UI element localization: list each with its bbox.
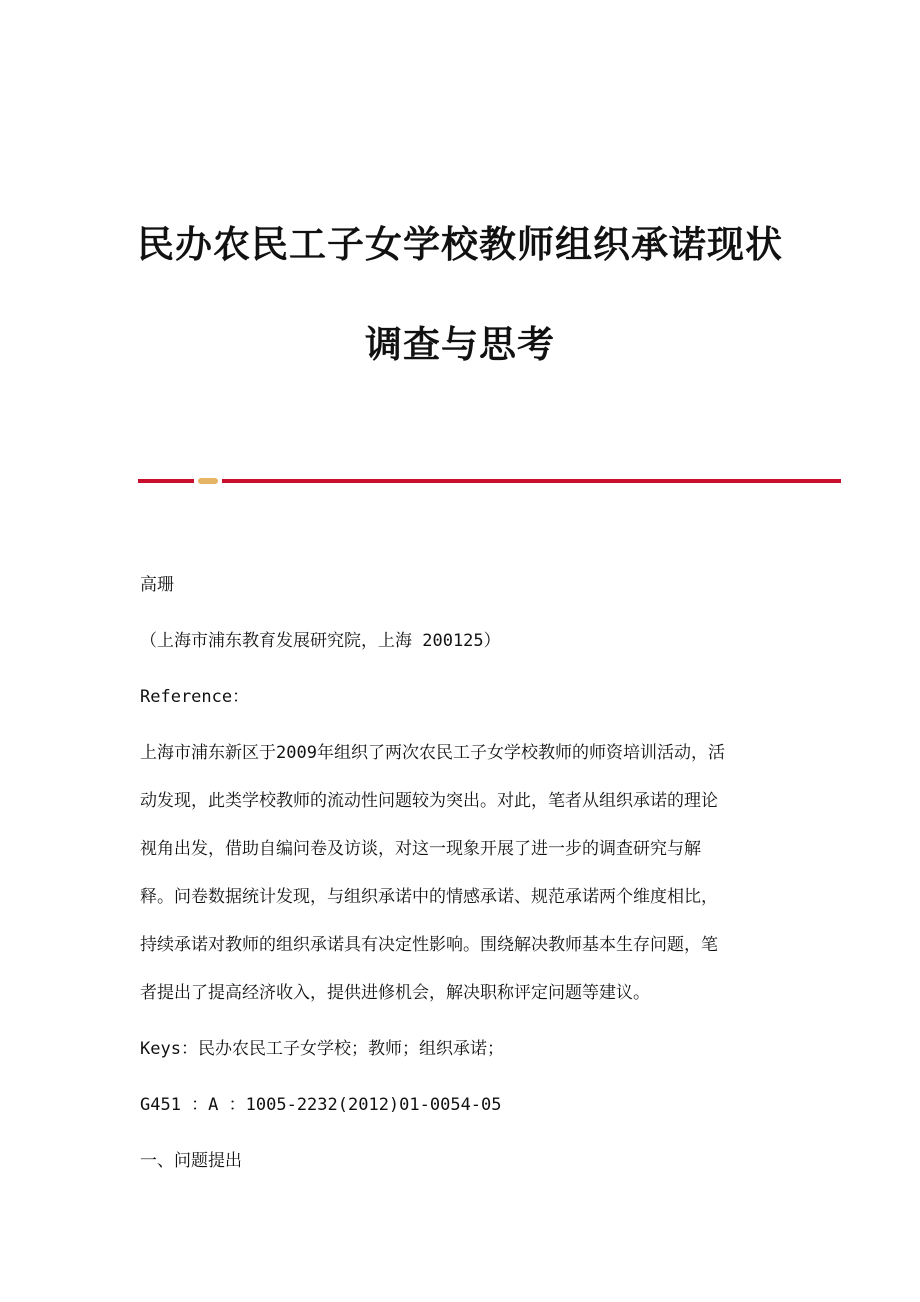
abstract-line: 上海市浦东新区于2009年组织了两次农民工子女学校教师的师资培训活动，活 xyxy=(140,743,725,763)
abstract-line: 持续承诺对教师的组织承诺具有决定性影响。围绕解决教师基本生存问题，笔 xyxy=(140,935,718,955)
author-name: 高珊 xyxy=(140,575,174,595)
abstract-line: 者提出了提高经济收入，提供进修机会，解决职称评定问题等建议。 xyxy=(140,983,650,1003)
divider-bar-right xyxy=(222,479,841,483)
abstract-line: 释。问卷数据统计发现，与组织承诺中的情感承诺、规范承诺两个维度相比， xyxy=(140,887,718,907)
title-line-1: 民办农民工子女学校教师组织承诺现状 xyxy=(137,223,783,266)
abstract-line: 视角出发，借助自编问卷及访谈，对这一现象开展了进一步的调查研究与解 xyxy=(140,839,701,859)
keywords: Keys：民办农民工子女学校；教师；组织承诺； xyxy=(140,1039,504,1059)
divider-bar-left xyxy=(138,479,194,483)
reference-heading: Reference： xyxy=(140,687,250,707)
section-heading: 一、问题提出 xyxy=(140,1151,242,1171)
divider-ornament-icon xyxy=(198,478,218,484)
classification-code: G451 ：A ：1005-2232(2012)01-0054-05 xyxy=(140,1095,502,1115)
title-divider xyxy=(138,477,841,483)
title-line-2: 调查与思考 xyxy=(365,323,555,366)
author-affiliation: （上海市浦东教育发展研究院，上海 200125） xyxy=(140,631,501,651)
abstract-line: 动发现，此类学校教师的流动性问题较为突出。对此，笔者从组织承诺的理论 xyxy=(140,791,718,811)
